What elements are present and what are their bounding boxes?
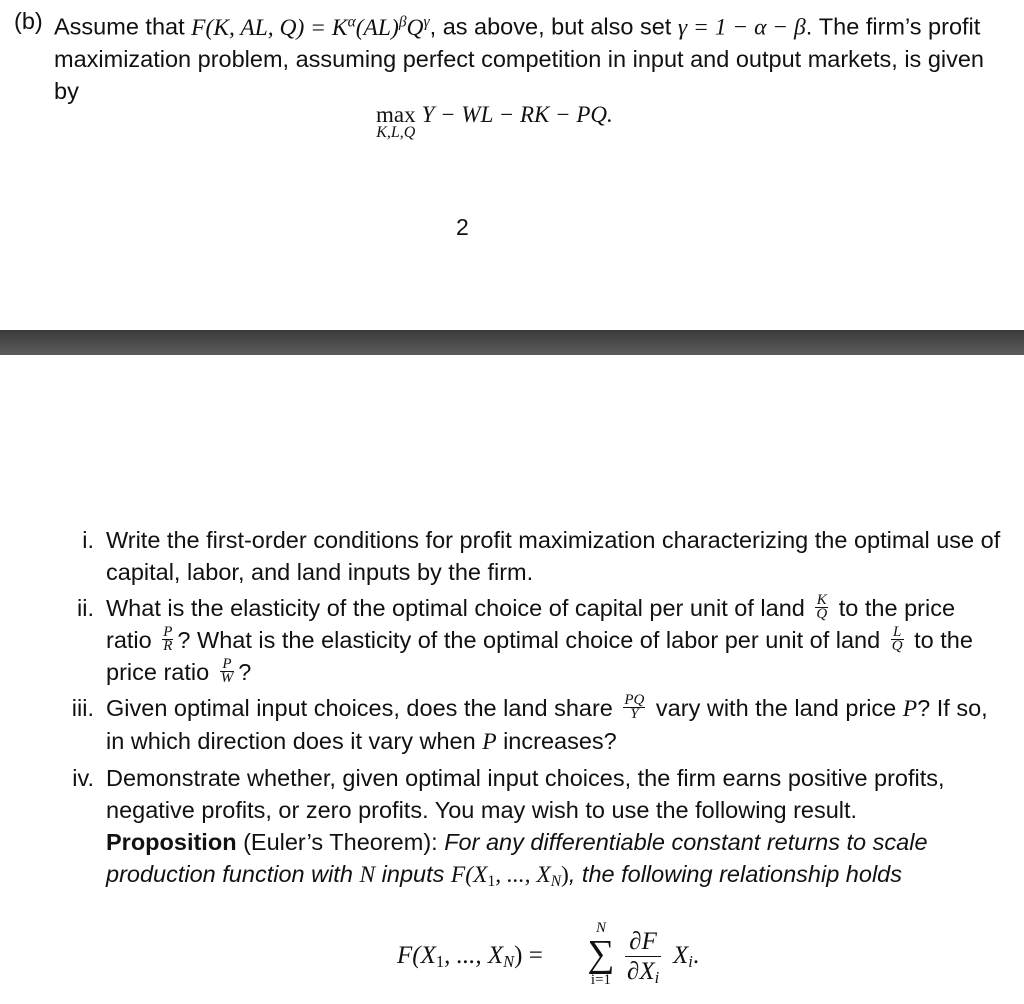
proposition-heading: Proposition: [106, 829, 237, 855]
fraction-p-over-w: $\frac{P}{W}$: [220, 656, 234, 687]
item-number: i.: [82, 527, 94, 553]
part-label: (b): [14, 8, 43, 34]
euler-lhs: $F(X_1$, ..., $X_N$) =: [397, 942, 543, 972]
question-list: [0, 524, 1024, 902]
item-number: ii.: [77, 595, 94, 621]
fraction-p-over-r: $\frac{P}{R}$: [163, 624, 173, 655]
question-item-iv: [0, 762, 1024, 898]
question-item-ii: [0, 592, 1024, 688]
summation-symbol: N ∑ i=1: [587, 920, 615, 988]
item-text: What is the elasticity of the optimal choice of capital per unit of land $\frac{K}{Q}$ to the price ratio $\frac{P}{R}$ ? What is the elasticity of the optimal choice of labor per unit of land $\frac{L}{Q}$ to the price ratio $\frac{P}{W}$ ?: [106, 592, 973, 687]
fraction-k-over-q: $\frac{K}{Q}$: [816, 592, 828, 623]
partial-derivative-fraction: $\frac{\partial F}{\partial X_i}$: [625, 928, 661, 993]
question-item-i: [0, 524, 1024, 588]
part-b-text: [54, 6, 1014, 107]
production-function: F(K, AL, $Q) = K^\alpha(AL)^\beta Q^\gamma$: [191, 13, 430, 41]
item-text: Demonstrate whether, given optimal input choices, the firm earns positive profits, negative profits, or zero profits. You may wish to use the following result. Proposition (Euler’s Theorem): For any differentiable constant returns to scale production function with N inputs $F(X_1$, ..., $X_N$), the following relationship holds: [106, 765, 945, 890]
proposition-statement: For any differentiable constant returns to scale production function with N inputs $F(X_1$, ..., $X_N$), the following relationship holds: [106, 829, 928, 890]
max-operator: max K,L,Q: [376, 102, 416, 141]
item-text: Write the first-order conditions for profit maximization characterizing the optimal use of capital, labor, and land inputs by the firm.: [106, 527, 1001, 585]
page-number: 2: [456, 214, 469, 240]
item-number: iii.: [71, 695, 94, 721]
page-separator: [0, 330, 1024, 355]
text-span: . The firm’s profit maximization problem, assuming perfect competition in input and output markets, is given by: [54, 13, 985, 104]
item-text: Given optimal input choices, does the land share $\frac{PQ}{Y}$ vary with the land price P? If so, in which direction does it vary when P increases?: [106, 692, 988, 755]
profit-expression: Y − WL − RK − PQ.: [421, 102, 613, 127]
profit-max-equation: [376, 104, 613, 140]
part-b-paragraph: [14, 6, 1014, 107]
text-span: Assume that: [54, 13, 192, 40]
text-span: , as above, but also set: [429, 13, 678, 40]
euler-rhs: $X_i$.: [673, 942, 700, 972]
question-item-iii: [0, 692, 1024, 758]
fraction-l-over-q: $\frac{L}{Q}$: [891, 624, 903, 655]
gamma-definition: γ = 1 − α − β: [677, 14, 806, 41]
fraction-pq-over-y: $\frac{PQ}{Y}$: [624, 692, 645, 723]
item-number: iv.: [72, 765, 94, 791]
